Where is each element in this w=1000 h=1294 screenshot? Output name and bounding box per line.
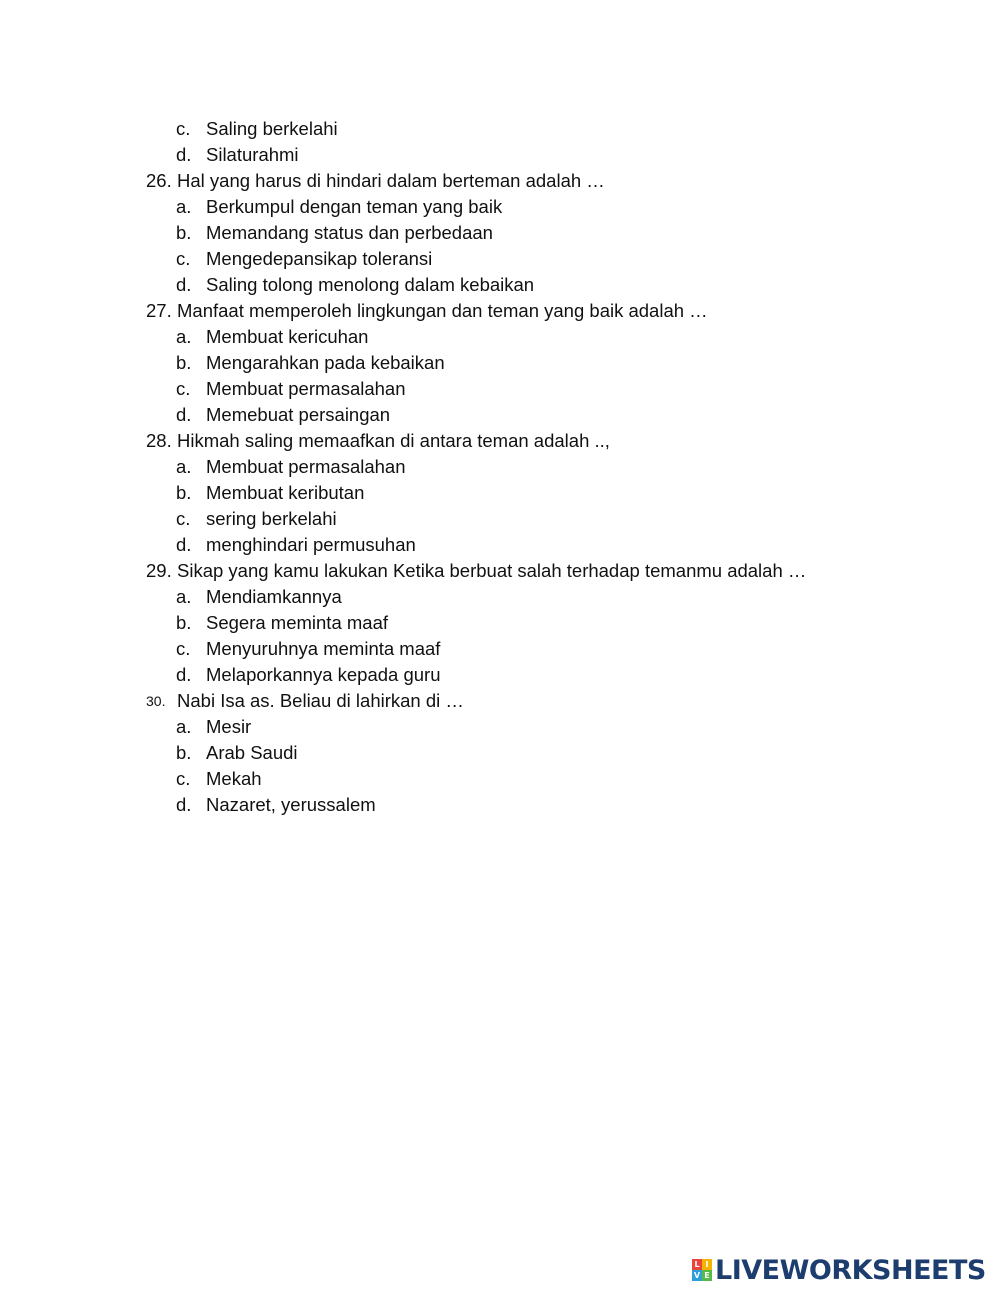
option-letter: a. bbox=[176, 196, 192, 217]
logo-mark-tile: E bbox=[702, 1270, 712, 1281]
option-row bbox=[0, 714, 1000, 740]
option-row bbox=[0, 324, 1000, 350]
option-row bbox=[0, 246, 1000, 272]
option-row bbox=[0, 532, 1000, 558]
option-row bbox=[0, 272, 1000, 298]
option-text: menghindari permusuhan bbox=[206, 534, 416, 555]
option-letter: b. bbox=[176, 352, 192, 373]
option-row bbox=[0, 610, 1000, 636]
option-row bbox=[0, 376, 1000, 402]
option-text: Membuat keributan bbox=[206, 482, 365, 503]
option-text: Membuat kericuhan bbox=[206, 326, 369, 347]
option-letter: d. bbox=[176, 534, 192, 555]
live-cube-icon bbox=[692, 1259, 712, 1281]
option-letter: b. bbox=[176, 742, 192, 763]
option-row bbox=[0, 350, 1000, 376]
option-row bbox=[0, 506, 1000, 532]
option-text: Saling berkelahi bbox=[206, 118, 338, 139]
option-row bbox=[0, 194, 1000, 220]
question-number: 30. bbox=[146, 693, 166, 709]
option-letter: a. bbox=[176, 716, 192, 737]
option-text: Mesir bbox=[206, 716, 252, 737]
option-letter: d. bbox=[176, 144, 192, 165]
option-text: Melaporkannya kepada guru bbox=[206, 664, 441, 685]
question-number: 27. bbox=[146, 300, 172, 321]
option-text: Mengedepansikap toleransi bbox=[206, 248, 433, 269]
option-row bbox=[0, 740, 1000, 766]
question-26 bbox=[0, 168, 1000, 194]
logo-mark-tile: I bbox=[702, 1259, 712, 1270]
logo-mark-tile: L bbox=[692, 1259, 702, 1270]
option-letter: b. bbox=[176, 222, 192, 243]
option-row bbox=[0, 480, 1000, 506]
question-text: Manfaat memperoleh lingkungan dan teman yang baik adalah … bbox=[177, 300, 708, 321]
option-text: Menyuruhnya meminta maaf bbox=[206, 638, 441, 659]
option-letter: c. bbox=[176, 508, 191, 529]
option-text: Membuat permasalahan bbox=[206, 378, 406, 399]
question-text: Hikmah saling memaafkan di antara teman adalah .., bbox=[177, 430, 610, 451]
option-row bbox=[0, 636, 1000, 662]
option-row bbox=[0, 402, 1000, 428]
option-row bbox=[0, 454, 1000, 480]
question-text: Hal yang harus di hindari dalam berteman adalah … bbox=[177, 170, 605, 191]
option-row bbox=[0, 116, 1000, 142]
option-text: Silaturahmi bbox=[206, 144, 299, 165]
question-28 bbox=[0, 428, 1000, 454]
question-number: 26. bbox=[146, 170, 172, 191]
option-row bbox=[0, 584, 1000, 610]
option-letter: a. bbox=[176, 586, 192, 607]
option-letter: c. bbox=[176, 248, 191, 269]
option-text: Memebuat persaingan bbox=[206, 404, 391, 425]
liveworksheets-logo bbox=[692, 1255, 986, 1285]
question-number: 29. bbox=[146, 560, 172, 581]
option-text: Berkumpul dengan teman yang baik bbox=[206, 196, 503, 217]
logo-mark-tile: V bbox=[693, 1271, 701, 1280]
option-letter: b. bbox=[176, 482, 192, 503]
question-27 bbox=[0, 298, 1000, 324]
option-letter: c. bbox=[176, 378, 191, 399]
option-letter: a. bbox=[176, 326, 192, 347]
option-text: Saling tolong menolong dalam kebaikan bbox=[206, 274, 535, 295]
option-text: sering berkelahi bbox=[206, 508, 337, 529]
option-letter: c. bbox=[176, 118, 191, 139]
option-text: Mendiamkannya bbox=[206, 586, 342, 607]
option-row bbox=[0, 662, 1000, 688]
option-text: Mekah bbox=[206, 768, 262, 789]
option-letter: d. bbox=[176, 664, 192, 685]
question-number: 28. bbox=[146, 430, 172, 451]
option-row bbox=[0, 220, 1000, 246]
option-row bbox=[0, 142, 1000, 168]
option-text: Membuat permasalahan bbox=[206, 456, 406, 477]
option-letter: a. bbox=[176, 456, 192, 477]
question-29 bbox=[0, 558, 1000, 584]
option-text: Memandang status dan perbedaan bbox=[206, 222, 493, 243]
question-text: Nabi Isa as. Beliau di lahirkan di … bbox=[177, 690, 464, 711]
option-text: Segera meminta maaf bbox=[206, 612, 389, 633]
option-letter: b. bbox=[176, 612, 192, 633]
option-letter: d. bbox=[176, 794, 192, 815]
worksheet-page bbox=[0, 116, 1000, 818]
question-text: Sikap yang kamu lakukan Ketika berbuat salah terhadap temanmu adalah … bbox=[177, 560, 807, 581]
option-letter: c. bbox=[176, 768, 191, 789]
option-letter: d. bbox=[176, 404, 192, 425]
option-letter: d. bbox=[176, 274, 192, 295]
option-letter: c. bbox=[176, 638, 191, 659]
option-row bbox=[0, 766, 1000, 792]
option-row bbox=[0, 792, 1000, 818]
logo-wordmark: LIVEWORKSHEETS bbox=[715, 1254, 986, 1286]
option-text: Arab Saudi bbox=[206, 742, 298, 763]
question-30 bbox=[0, 688, 1000, 714]
option-text: Nazaret, yerussalem bbox=[206, 794, 376, 815]
option-text: Mengarahkan pada kebaikan bbox=[206, 352, 445, 373]
